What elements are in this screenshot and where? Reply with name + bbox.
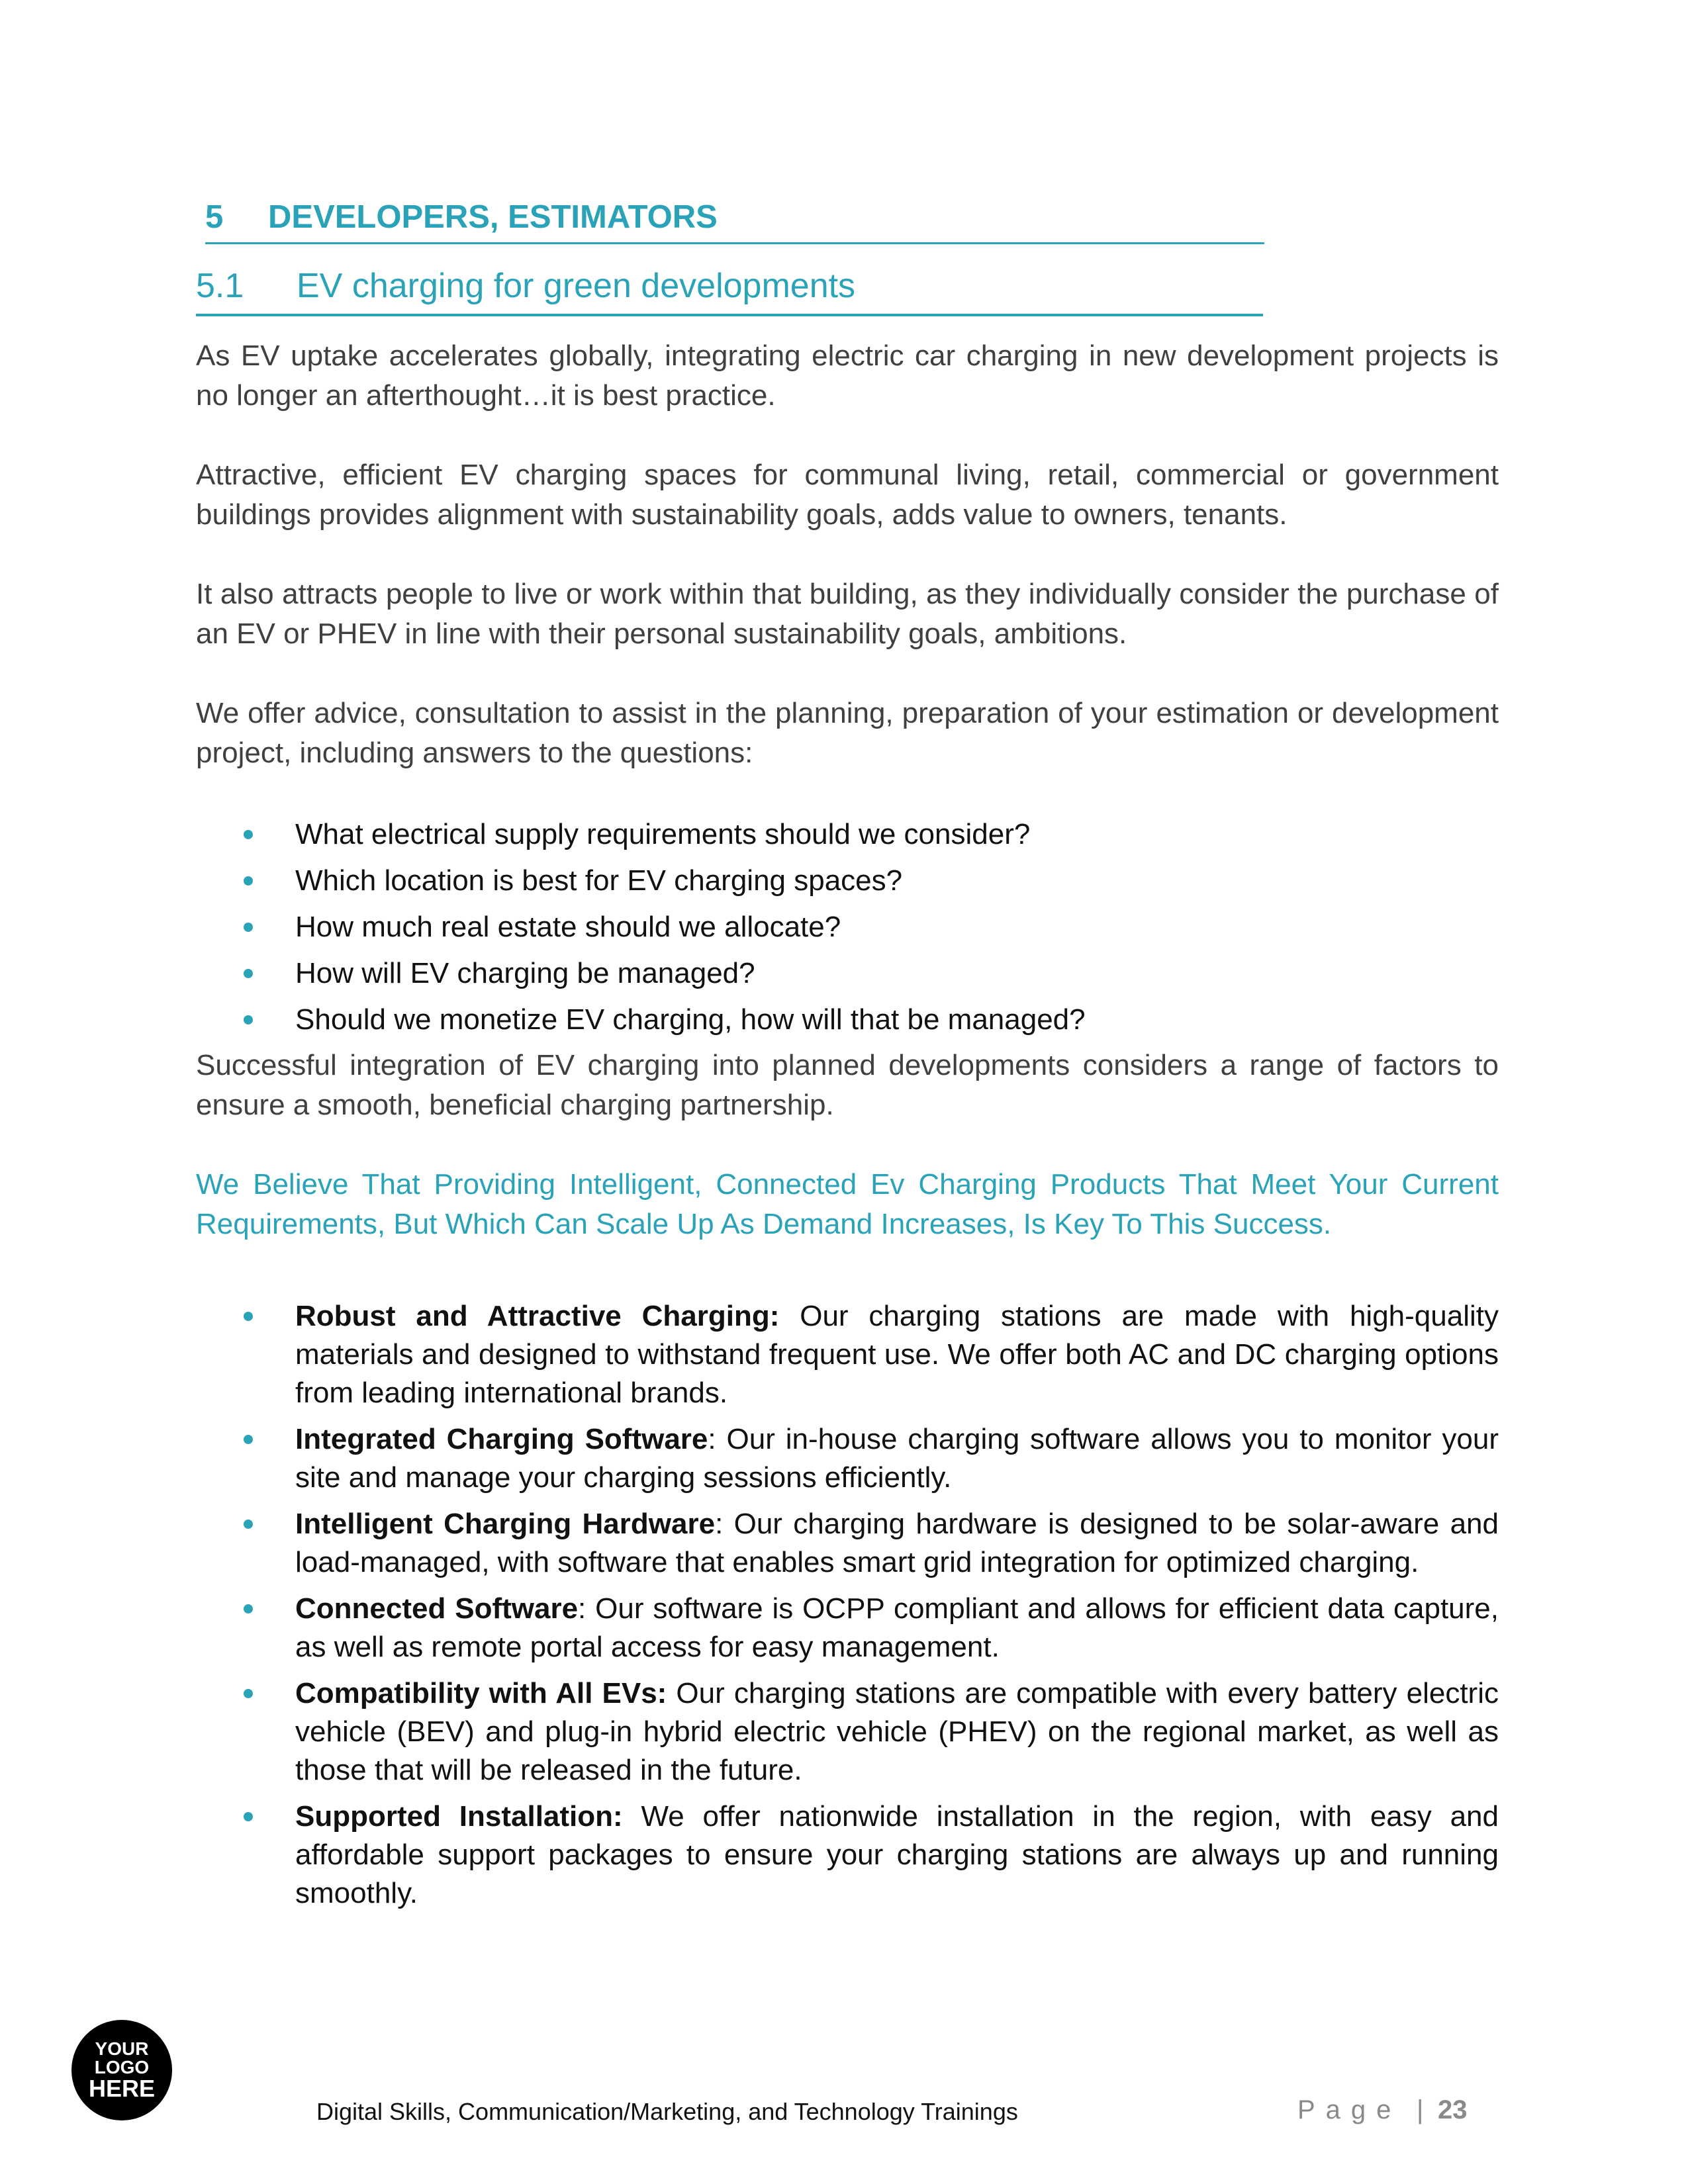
list-item — [196, 1420, 1499, 1497]
bullet-icon — [244, 1312, 253, 1321]
features-list — [196, 1297, 1499, 1921]
questions-list — [196, 811, 1499, 1043]
question-text: How will EV charging be managed? — [295, 957, 755, 989]
question-text: Which location is best for EV charging spaces? — [295, 864, 903, 897]
paragraph-attractive: Attractive, efficient EV charging spaces for communal living, retail, commercial or government buildings provides alignment with sustainability goals, adds value to owners, tenants. — [196, 459, 1499, 531]
list-item — [196, 1674, 1499, 1790]
feature-text: We offer nationwide installation in the region, with easy and affordable support packages to ensure your charging stations are always up and running smoothly. — [295, 1800, 1499, 1909]
list-item — [196, 997, 1499, 1043]
section-number: 5 — [205, 199, 224, 235]
feature-title: Connected Software — [295, 1592, 579, 1625]
bullet-icon — [244, 923, 253, 932]
bullet-icon — [244, 876, 253, 886]
subsection-number: 5.1 — [196, 267, 244, 305]
list-item — [196, 904, 1499, 950]
bullet-icon — [244, 1689, 253, 1698]
list-item — [196, 858, 1499, 904]
bullet-icon — [244, 830, 253, 839]
bullet-icon — [244, 1812, 253, 1821]
section-title: DEVELOPERS, ESTIMATORS — [268, 199, 718, 235]
bullet-icon — [244, 1604, 253, 1614]
list-item — [196, 950, 1499, 997]
list-item — [196, 1505, 1499, 1582]
feature-title: Intelligent Charging Hardware — [295, 1508, 716, 1540]
subsection-title: EV charging for green developments — [297, 267, 856, 305]
question-text: What electrical supply requirements should we consider? — [295, 818, 1031, 850]
logo — [71, 2020, 172, 2120]
bullet-icon — [244, 1015, 253, 1024]
question-text: Should we monetize EV charging, how will that be managed? — [295, 1003, 1086, 1036]
list-item — [196, 1297, 1499, 1412]
feature-title: Integrated Charging Software — [295, 1423, 708, 1455]
feature-text: : Our in-house charging software allows you to monitor your site and manage your charging sessions efficiently. — [295, 1423, 1499, 1494]
page-number: 23 — [1438, 2095, 1468, 2124]
bullet-icon — [244, 1520, 253, 1529]
page-separator: | — [1417, 2095, 1424, 2124]
list-item — [196, 1590, 1499, 1666]
feature-text: Our charging stations are compatible with every battery electric vehicle (BEV) and plug-in hybrid electric vehicle (PHEV) on the regional market, as well as those that will be released in the future. — [295, 1677, 1499, 1786]
feature-title: Robust and Attractive Charging: — [295, 1300, 780, 1332]
paragraph-intro: As EV uptake accelerates globally, integrating electric car charging in new development projects is no longer an afterthought…it is best practice. — [196, 340, 1499, 412]
logo-line: YOUR — [95, 2038, 149, 2059]
bullet-icon — [244, 969, 253, 978]
paragraph-attracts-people: It also attracts people to live or work within that building, as they individually consider the purchase of an EV or PHEV in line with their personal sustainability goals, ambitions. — [196, 578, 1499, 650]
feature-text: : Our charging hardware is designed to be solar-aware and load-managed, with software that enables smart grid integration for optimized charging. — [295, 1508, 1499, 1578]
list-item — [196, 1797, 1499, 1913]
feature-title: Supported Installation: — [295, 1800, 623, 1833]
highlight-paragraph: We Believe That Providing Intelligent, Connected Ev Charging Products That Meet Your Current Requirements, But Which Can Scale Up As Demand Increases, Is Key To This Success. — [196, 1168, 1499, 1240]
logo-line: HERE — [88, 2075, 156, 2102]
subsection-heading — [196, 266, 1263, 316]
question-text: How much real estate should we allocate? — [295, 911, 841, 943]
bullet-icon — [244, 1435, 253, 1444]
logo-line: LOGO — [94, 2057, 150, 2077]
feature-text: Our charging stations are made with high-quality materials and designed to withstand frequent use. We offer both AC and DC charging options from leading international brands. — [295, 1300, 1499, 1409]
paragraph-we-offer: We offer advice, consultation to assist in the planning, preparation of your estimation or development project, including answers to the questions: — [196, 697, 1499, 769]
footer-text: Digital Skills, Communication/Marketing, and Technology Trainings — [316, 2098, 1018, 2125]
list-item — [196, 811, 1499, 858]
section-heading — [205, 199, 1264, 244]
page-label: Page — [1297, 2095, 1402, 2124]
feature-text: : Our software is OCPP compliant and allows for efficient data capture, as well as remote portal access for easy management. — [295, 1592, 1499, 1663]
feature-title: Compatibility with All EVs: — [295, 1677, 667, 1709]
paragraph-successful: Successful integration of EV charging into planned developments considers a range of factors to ensure a smooth, beneficial charging partnership. — [196, 1049, 1499, 1121]
